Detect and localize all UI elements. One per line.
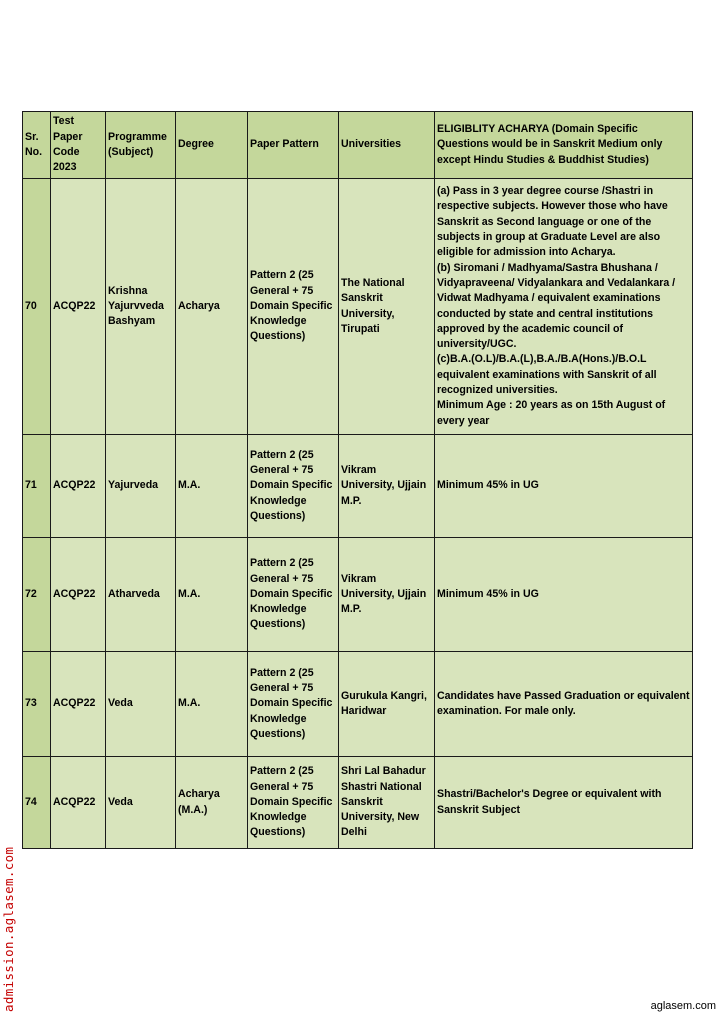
table-row [23,179,693,435]
row-programme: Veda [106,652,176,757]
row-sr: 70 [23,179,51,435]
row-code: ACQP22 [51,757,106,849]
row-sr: 71 [23,435,51,538]
row-eligibility: Shastri/Bachelor's Degree or equivalent with Sanskrit Subject [435,757,693,849]
row-university: Gurukula Kangri, Haridwar [339,652,435,757]
footer-text: aglasem.com [650,1000,716,1012]
row-pattern: Pattern 2 (25 General + 75 Domain Specific Knowledge Questions) [248,179,339,435]
row-university: Shri Lal Bahadur Shastri National Sanskrit University, New Delhi [339,757,435,849]
table-row [23,757,693,849]
table-row [23,652,693,757]
header-sr: Sr. No. [23,112,51,179]
row-code: ACQP22 [51,179,106,435]
row-sr: 73 [23,652,51,757]
header-programme: Programme (Subject) [106,112,176,179]
row-programme: Yajurveda [106,435,176,538]
row-eligibility: (a) Pass in 3 year degree course /Shastri in respective subjects. However those who have Sanskrit as Second language or one of the subjects in group at Graduate Level are also eligible for admission into Acharya. (b) Siromani / Madhyama/Sastra Bhushana / Vidyapraveena/ Vidyalankara and Vedalankara / Vidwat Madhyama / equivalent examinations conducted by state and central institutions approved by the academic council of university/UGC. (c)B.A.(O.L)/B.A.(L),B.A./B.A(Hons.)/B.O.L equivalent examinations with Sanskrit of all recognized universities. Minimum Age : 20 years as on 15th August of every year [435,179,693,435]
eligibility-table [22,111,693,849]
row-degree: Acharya [176,179,248,435]
row-code: ACQP22 [51,652,106,757]
row-university: Vikram University, Ujjain M.P. [339,435,435,538]
header-test-paper-code: Test Paper Code 2023 [51,112,106,179]
row-code: ACQP22 [51,435,106,538]
row-pattern: Pattern 2 (25 General + 75 Domain Specific Knowledge Questions) [248,435,339,538]
table-row [23,435,693,538]
row-eligibility: Minimum 45% in UG [435,435,693,538]
header-row [23,112,693,179]
table-row [23,538,693,652]
row-degree: Acharya (M.A.) [176,757,248,849]
header-degree: Degree [176,112,248,179]
row-code: ACQP22 [51,538,106,652]
header-eligibility: ELIGIBLITY ACHARYA (Domain Specific Questions would be in Sanskrit Medium only except Hindu Studies & Buddhist Studies) [435,112,693,179]
row-university: Vikram University, Ujjain M.P. [339,538,435,652]
row-pattern: Pattern 2 (25 General + 75 Domain Specific Knowledge Questions) [248,652,339,757]
row-degree: M.A. [176,652,248,757]
header-paper-pattern: Paper Pattern [248,112,339,179]
row-degree: M.A. [176,538,248,652]
row-sr: 72 [23,538,51,652]
row-degree: M.A. [176,435,248,538]
row-programme: Atharveda [106,538,176,652]
row-programme: Veda [106,757,176,849]
row-university: The National Sanskrit University, Tirupati [339,179,435,435]
row-pattern: Pattern 2 (25 General + 75 Domain Specific Knowledge Questions) [248,538,339,652]
row-eligibility: Minimum 45% in UG [435,538,693,652]
row-sr: 74 [23,757,51,849]
row-eligibility: Candidates have Passed Graduation or equivalent examination. For male only. [435,652,693,757]
watermark-text: admission.aglasem.com [1,846,16,1012]
row-pattern: Pattern 2 (25 General + 75 Domain Specific Knowledge Questions) [248,757,339,849]
header-universities: Universities [339,112,435,179]
row-programme: Krishna Yajurvveda Bashyam [106,179,176,435]
